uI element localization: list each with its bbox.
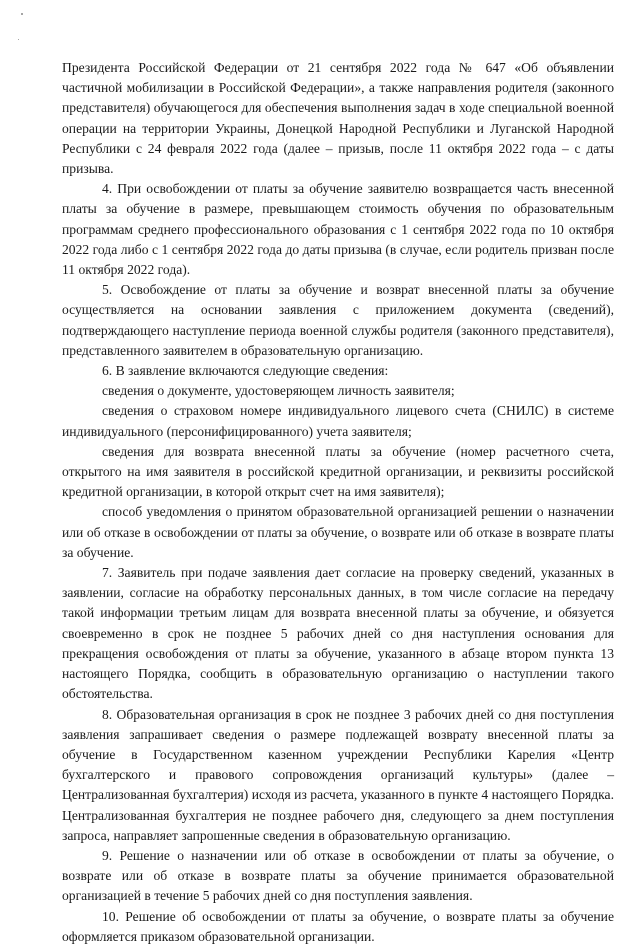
paragraph-item-10: 10. Решение об освобождении от платы за обучение, о возврате платы за обучение оформляется приказом образовательной организации. [62, 908, 614, 944]
scan-speck [21, 13, 23, 15]
paragraph-item-6-sub-3: сведения для возврата внесенной платы за обучение (номер расчетного счета, открытого на имя заявителя в российской кредитной организации, и реквизиты российской кредитной организации, в которой открыт счет на имя заявителя); [62, 443, 614, 500]
paragraph-item-4: 4. При освобождении от платы за обучение заявителю возвращается часть внесенной платы за обучение в размере, превышающем стоимость обучения по образовательным программам среднего профессионального образования с 1 сентября 2022 года по 10 октября 2022 года либо с 1 сентября 2022 года до даты призыва (в случае, если родитель призван после 11 октября 2022 года). [62, 181, 614, 278]
paragraph-item-6: 6. В заявление включаются следующие сведения: [102, 363, 389, 379]
paragraph-item-8: 8. Образовательная организация в срок не позднее 3 рабочих дней со дня поступления заявления запрашивает сведения о размере подлежащей возврату внесенной платы за обучение в Государственном казенном учреждении Республики Карелия «Центр бухгалтерского и правового сопровождения организаций культуры» (далее – Централизованная бухгалтерия) исходя из расчета, указанного в пункте 4 настоящего Порядка. Централизованная бухгалтерия не позднее рабочего дня, следующего за днем поступления запроса, направляет запрошенные сведения в образовательную организацию. [62, 706, 614, 843]
paragraph-item-6-sub-4: способ уведомления о принятом образовательной организацией решении о назначении или об отказе в освобождении от платы за обучение, о возврате или об отказе в возврате платы за обучение. [62, 504, 614, 560]
paragraph-item-6-sub-2: сведения о страховом номере индивидуального лицевого счета (СНИЛС) в системе индивидуального (персонифицированного) учета заявителя; [62, 403, 614, 439]
scan-speck [18, 39, 19, 40]
paragraph-item-5: 5. Освобождение от платы за обучение и возврат внесенной платы за обучение осуществляется на основании заявления с приложением документа (сведений), подтверждающего наступление периода военной службы родителя (законного представителя), представленного заявителем в образовательную организацию. [62, 282, 614, 358]
paragraph-item-9: 9. Решение о назначении или об отказе в освобождении от платы за обучение, о возврате или об отказе в возврате платы за обучение принимается образовательной организацией в течение 5 рабочих дней со дня поступления заявления. [62, 847, 614, 904]
document-page [62, 58, 614, 947]
paragraph-item-6-sub-1: сведения о документе, удостоверяющем личность заявителя; [102, 383, 455, 399]
paragraph-continuation: Президента Российской Федерации от 21 сентября 2022 года № 647 «Об объявлении частичной мобилизации в Российской Федерации», а также направления родителя (законного представителя) обучающегося для обеспечения выполнения задач в ходе специальной военной операции на территории Украины, Донецкой Народной Республики и Луганской Народной Республики с 24 февраля 2022 года (далее – призыв, после 11 октября 2022 года – с даты призыва. [62, 60, 614, 177]
paragraph-item-7: 7. Заявитель при подаче заявления дает согласие на проверку сведений, указанных в заявлении, согласие на обработку персональных данных, в том числе согласие на передачу такой информации третьим лицам для возврата внесенной платы за обучение, и обязуется своевременно в срок не позднее 5 рабочих дней со дня наступления основания для прекращения освобождения от платы за обучение, указанного в абзаце втором пункта 13 настоящего Порядка, сообщить в образовательную организацию о наступлении такого обстоятельства. [62, 565, 614, 702]
